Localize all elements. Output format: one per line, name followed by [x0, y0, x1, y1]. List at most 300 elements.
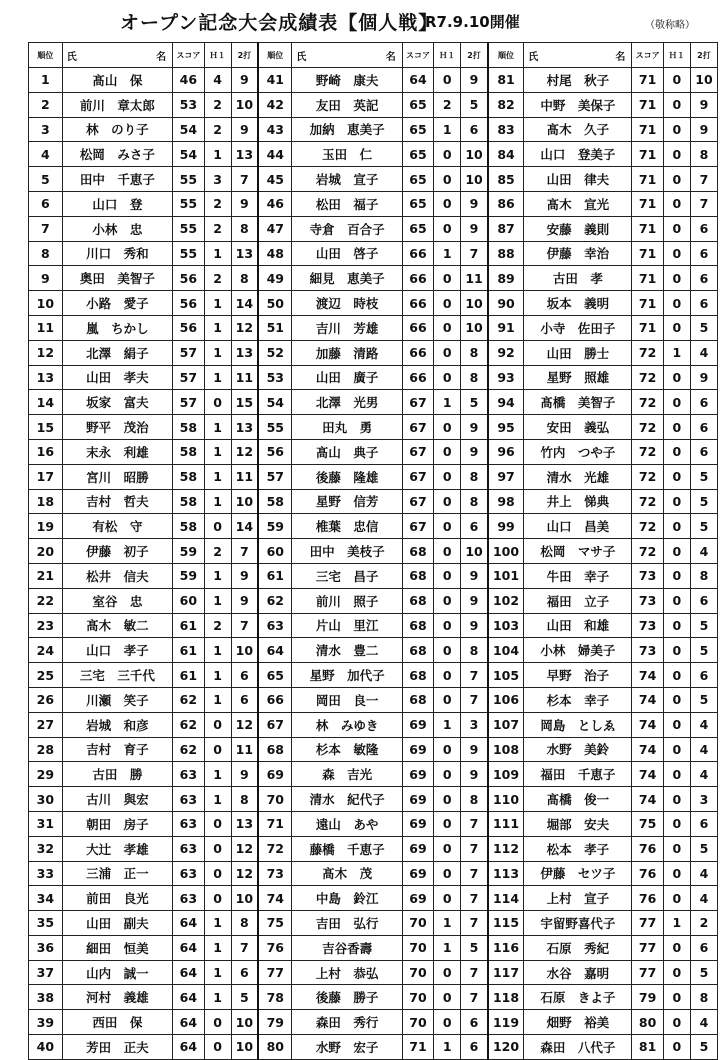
- score-cell: 68: [402, 539, 434, 564]
- rank-cell: 74: [258, 886, 292, 911]
- name-cell: 髙木 茂: [292, 861, 402, 886]
- putts-cell: 7: [231, 539, 258, 564]
- name-cell: 村尾 秋子: [524, 68, 632, 93]
- score-cell: 80: [632, 1010, 664, 1035]
- putts-cell: 10: [461, 142, 488, 167]
- score-cell: 64: [173, 911, 205, 936]
- putts-cell: 7: [231, 167, 258, 192]
- score-cell: 73: [632, 613, 664, 638]
- putts-cell: 10: [231, 638, 258, 663]
- score-cell: 68: [402, 638, 434, 663]
- event-date: R7.9.10開催: [425, 13, 520, 31]
- putts-cell: 10: [231, 489, 258, 514]
- h1-cell: 0: [434, 340, 461, 365]
- table-row: [29, 266, 718, 291]
- h1-cell: 0: [663, 687, 690, 712]
- putts-cell: 9: [231, 762, 258, 787]
- h1-cell: 0: [663, 588, 690, 613]
- score-cell: 77: [632, 911, 664, 936]
- putts-cell: 5: [690, 836, 717, 861]
- rank-cell: 86: [488, 191, 524, 216]
- h1-cell: 0: [204, 811, 231, 836]
- putts-cell: 8: [461, 464, 488, 489]
- putts-cell: 7: [461, 836, 488, 861]
- score-cell: 64: [173, 1010, 205, 1035]
- table-row: [29, 514, 718, 539]
- putts-header: 2打: [461, 43, 488, 68]
- score-cell: 71: [402, 1035, 434, 1060]
- score-cell: 58: [173, 514, 205, 539]
- name-cell: 北澤 光男: [292, 390, 402, 415]
- putts-cell: 6: [690, 439, 717, 464]
- h1-cell: 0: [434, 191, 461, 216]
- rank-cell: 10: [29, 291, 63, 316]
- putts-cell: 12: [231, 836, 258, 861]
- score-cell: 55: [173, 241, 205, 266]
- name-cell: 山口 登: [62, 191, 172, 216]
- table-row: [29, 861, 718, 886]
- h1-cell: 0: [663, 365, 690, 390]
- score-cell: 67: [402, 514, 434, 539]
- table-row: [29, 415, 718, 440]
- putts-cell: 9: [461, 613, 488, 638]
- h1-cell: 0: [434, 291, 461, 316]
- rank-cell: 46: [258, 191, 292, 216]
- rank-cell: 26: [29, 687, 63, 712]
- rank-cell: 29: [29, 762, 63, 787]
- putts-cell: 7: [461, 811, 488, 836]
- h1-cell: 0: [663, 415, 690, 440]
- name-cell: 上村 恭弘: [292, 960, 402, 985]
- rank-cell: 110: [488, 787, 524, 812]
- h1-cell: 0: [434, 762, 461, 787]
- score-cell: 72: [632, 514, 664, 539]
- name-cell: 山田 啓子: [292, 241, 402, 266]
- rank-cell: 17: [29, 464, 63, 489]
- putts-cell: 5: [461, 92, 488, 117]
- h1-cell: 0: [663, 514, 690, 539]
- putts-cell: 8: [461, 787, 488, 812]
- table-row: [29, 464, 718, 489]
- name-cell: 玉田 仁: [292, 142, 402, 167]
- putts-cell: 6: [690, 266, 717, 291]
- score-cell: 59: [173, 563, 205, 588]
- score-cell: 58: [173, 489, 205, 514]
- name-header-right: 名: [615, 51, 626, 63]
- h1-cell: 1: [204, 291, 231, 316]
- h1-cell: 2: [204, 117, 231, 142]
- rank-cell: 37: [29, 960, 63, 985]
- putts-cell: 15: [231, 390, 258, 415]
- rank-cell: 21: [29, 563, 63, 588]
- h1-cell: 1: [434, 241, 461, 266]
- putts-cell: 9: [461, 737, 488, 762]
- score-cell: 65: [402, 117, 434, 142]
- name-cell: 星野 信芳: [292, 489, 402, 514]
- h1-cell: 0: [663, 613, 690, 638]
- rank-cell: 91: [488, 315, 524, 340]
- name-cell: 宇留野喜代子: [524, 911, 632, 936]
- score-cell: 63: [173, 886, 205, 911]
- score-cell: 60: [173, 588, 205, 613]
- h1-cell: 1: [434, 390, 461, 415]
- putts-cell: 6: [231, 960, 258, 985]
- rank-cell: 48: [258, 241, 292, 266]
- name-cell: 野崎 康夫: [292, 68, 402, 93]
- rank-cell: 83: [488, 117, 524, 142]
- rank-cell: 81: [488, 68, 524, 93]
- rank-cell: 6: [29, 191, 63, 216]
- table-row: [29, 439, 718, 464]
- h1-cell: 2: [204, 539, 231, 564]
- h1-cell: 0: [434, 514, 461, 539]
- putts-cell: 5: [461, 390, 488, 415]
- rank-cell: 73: [258, 861, 292, 886]
- h1-cell: 1: [204, 439, 231, 464]
- name-cell: 北澤 絹子: [62, 340, 172, 365]
- rank-header: 順位: [29, 43, 63, 68]
- h1-cell: 0: [204, 886, 231, 911]
- h1-cell: 0: [663, 167, 690, 192]
- putts-header: 2打: [231, 43, 258, 68]
- rank-cell: 24: [29, 638, 63, 663]
- name-cell: 髙橋 俊一: [524, 787, 632, 812]
- h1-cell: 0: [204, 514, 231, 539]
- score-cell: 70: [402, 911, 434, 936]
- page-title: オープン記念大会成績表【個人戦】: [120, 12, 439, 34]
- putts-cell: 7: [461, 861, 488, 886]
- score-cell: 71: [632, 68, 664, 93]
- score-cell: 66: [402, 315, 434, 340]
- name-cell: 安藤 義則: [524, 216, 632, 241]
- score-cell: 58: [173, 464, 205, 489]
- rank-cell: 38: [29, 985, 63, 1010]
- name-cell: 片山 里江: [292, 613, 402, 638]
- rank-cell: 19: [29, 514, 63, 539]
- score-cell: 65: [402, 92, 434, 117]
- putts-cell: 5: [690, 1035, 717, 1060]
- rank-header: 順位: [488, 43, 524, 68]
- name-cell: 安田 義弘: [524, 415, 632, 440]
- name-cell: 石原 きよ子: [524, 985, 632, 1010]
- name-cell: 畑野 裕美: [524, 1010, 632, 1035]
- name-cell: 杉本 敏隆: [292, 737, 402, 762]
- putts-cell: 13: [231, 811, 258, 836]
- score-cell: 71: [632, 216, 664, 241]
- h1-cell: 0: [663, 92, 690, 117]
- score-cell: 57: [173, 365, 205, 390]
- h1-cell: 1: [434, 1035, 461, 1060]
- name-cell: 山田 和雄: [524, 613, 632, 638]
- rank-cell: 120: [488, 1035, 524, 1060]
- rank-cell: 94: [488, 390, 524, 415]
- name-cell: 小林 忠: [62, 216, 172, 241]
- rank-cell: 97: [488, 464, 524, 489]
- rank-cell: 53: [258, 365, 292, 390]
- name-cell: 岡田 良一: [292, 687, 402, 712]
- rank-cell: 105: [488, 663, 524, 688]
- putts-cell: 9: [461, 588, 488, 613]
- rank-cell: 27: [29, 712, 63, 737]
- rank-cell: 69: [258, 762, 292, 787]
- rank-cell: 47: [258, 216, 292, 241]
- score-cell: 69: [402, 737, 434, 762]
- putts-cell: 6: [690, 415, 717, 440]
- score-cell: 77: [632, 935, 664, 960]
- score-cell: 66: [402, 266, 434, 291]
- score-cell: 65: [402, 191, 434, 216]
- h1-cell: 1: [204, 241, 231, 266]
- table-row: [29, 762, 718, 787]
- h1-cell: 2: [204, 191, 231, 216]
- h1-cell: 0: [204, 836, 231, 861]
- h1-cell: 1: [434, 935, 461, 960]
- score-cell: 71: [632, 315, 664, 340]
- name-cell: 岩城 宣子: [292, 167, 402, 192]
- name-cell: 有松 守: [62, 514, 172, 539]
- name-cell: 山田 廣子: [292, 365, 402, 390]
- rank-cell: 58: [258, 489, 292, 514]
- putts-cell: 12: [231, 439, 258, 464]
- rank-cell: 7: [29, 216, 63, 241]
- h1-cell: 0: [434, 216, 461, 241]
- score-cell: 71: [632, 291, 664, 316]
- h1-cell: 0: [204, 390, 231, 415]
- putts-cell: 9: [231, 563, 258, 588]
- rank-cell: 99: [488, 514, 524, 539]
- rank-cell: 60: [258, 539, 292, 564]
- putts-cell: 6: [461, 514, 488, 539]
- name-cell: 早野 治子: [524, 663, 632, 688]
- name-cell: 松岡 マサ子: [524, 539, 632, 564]
- putts-cell: 5: [690, 613, 717, 638]
- score-cell: 68: [402, 613, 434, 638]
- putts-cell: 9: [690, 92, 717, 117]
- rank-cell: 68: [258, 737, 292, 762]
- h1-cell: 0: [663, 638, 690, 663]
- h1-cell: 0: [663, 117, 690, 142]
- rank-cell: 44: [258, 142, 292, 167]
- putts-cell: 3: [690, 787, 717, 812]
- table-row: [29, 315, 718, 340]
- putts-cell: 10: [231, 1010, 258, 1035]
- table-row: [29, 142, 718, 167]
- results-body: [29, 68, 718, 1060]
- putts-cell: 8: [461, 365, 488, 390]
- rank-cell: 82: [488, 92, 524, 117]
- score-cell: 71: [632, 142, 664, 167]
- rank-cell: 49: [258, 266, 292, 291]
- putts-cell: 8: [461, 340, 488, 365]
- putts-cell: 8: [690, 563, 717, 588]
- h1-cell: 1: [663, 340, 690, 365]
- putts-cell: 4: [690, 762, 717, 787]
- table-row: [29, 216, 718, 241]
- name-cell: 宮川 昭勝: [62, 464, 172, 489]
- name-cell: 三宅 昌子: [292, 563, 402, 588]
- h1-cell: 0: [434, 663, 461, 688]
- table-row: [29, 1035, 718, 1060]
- h1-cell: 0: [434, 985, 461, 1010]
- putts-cell: 9: [461, 415, 488, 440]
- rank-cell: 40: [29, 1035, 63, 1060]
- h1-cell: 0: [434, 489, 461, 514]
- name-cell: 田丸 勇: [292, 415, 402, 440]
- putts-cell: 7: [461, 886, 488, 911]
- name-cell: 吉谷香壽: [292, 935, 402, 960]
- table-row: [29, 663, 718, 688]
- score-cell: 46: [173, 68, 205, 93]
- putts-cell: 6: [690, 390, 717, 415]
- name-cell: 田中 美枝子: [292, 539, 402, 564]
- h1-cell: 0: [434, 811, 461, 836]
- name-cell: 伊藤 幸治: [524, 241, 632, 266]
- h1-cell: 0: [663, 663, 690, 688]
- name-cell: 清水 豊二: [292, 638, 402, 663]
- h1-cell: 4: [204, 68, 231, 93]
- putts-cell: 9: [231, 191, 258, 216]
- putts-cell: 2: [690, 911, 717, 936]
- rank-cell: 45: [258, 167, 292, 192]
- honorifics-note: （敬称略）: [645, 20, 695, 31]
- rank-cell: 8: [29, 241, 63, 266]
- name-cell: 前川 照子: [292, 588, 402, 613]
- rank-cell: 62: [258, 588, 292, 613]
- name-cell: 髙木 久子: [524, 117, 632, 142]
- rank-cell: 5: [29, 167, 63, 192]
- score-cell: 72: [632, 489, 664, 514]
- score-cell: 70: [402, 935, 434, 960]
- score-cell: 58: [173, 415, 205, 440]
- score-cell: 56: [173, 315, 205, 340]
- rank-cell: 104: [488, 638, 524, 663]
- h1-cell: 0: [434, 464, 461, 489]
- putts-cell: 5: [690, 315, 717, 340]
- score-cell: 56: [173, 266, 205, 291]
- rank-cell: 92: [488, 340, 524, 365]
- putts-cell: 6: [690, 935, 717, 960]
- rank-cell: 71: [258, 811, 292, 836]
- name-cell: 星野 加代子: [292, 663, 402, 688]
- putts-cell: 10: [461, 315, 488, 340]
- name-cell: 大辻 孝雄: [62, 836, 172, 861]
- h1-cell: 1: [204, 787, 231, 812]
- name-cell: 水野 宏子: [292, 1035, 402, 1060]
- name-header-right: 名: [156, 51, 167, 63]
- name-cell: 林 のり子: [62, 117, 172, 142]
- score-cell: 73: [632, 588, 664, 613]
- h1-cell: 0: [663, 315, 690, 340]
- h1-cell: 0: [434, 687, 461, 712]
- h1-cell: 0: [663, 985, 690, 1010]
- putts-cell: 7: [231, 935, 258, 960]
- rank-cell: 51: [258, 315, 292, 340]
- name-cell: 森 吉光: [292, 762, 402, 787]
- name-cell: 山口 孝子: [62, 638, 172, 663]
- h1-cell: 1: [204, 315, 231, 340]
- table-row: [29, 241, 718, 266]
- table-row: [29, 886, 718, 911]
- h1-cell: 2: [204, 266, 231, 291]
- name-cell: 中島 鈴江: [292, 886, 402, 911]
- rank-cell: 57: [258, 464, 292, 489]
- h1-cell: 0: [434, 638, 461, 663]
- h1-cell: 1: [204, 489, 231, 514]
- table-row: [29, 836, 718, 861]
- table-row: [29, 935, 718, 960]
- score-cell: 65: [402, 216, 434, 241]
- putts-cell: 9: [461, 439, 488, 464]
- rank-cell: 42: [258, 92, 292, 117]
- rank-cell: 35: [29, 911, 63, 936]
- h1-cell: 0: [663, 464, 690, 489]
- name-cell: 田中 千恵子: [62, 167, 172, 192]
- name-cell: 吉村 育子: [62, 737, 172, 762]
- rank-cell: 119: [488, 1010, 524, 1035]
- h1-cell: 0: [663, 861, 690, 886]
- name-header-left: 氏: [528, 51, 539, 63]
- rank-cell: 116: [488, 935, 524, 960]
- h1-cell: 0: [434, 613, 461, 638]
- h1-cell: 0: [434, 439, 461, 464]
- score-cell: 69: [402, 811, 434, 836]
- h1-cell: 0: [434, 167, 461, 192]
- h1-cell: 1: [204, 911, 231, 936]
- rank-cell: 20: [29, 539, 63, 564]
- putts-cell: 10: [231, 92, 258, 117]
- name-cell: 細田 恒美: [62, 935, 172, 960]
- table-row: [29, 1010, 718, 1035]
- results-table: [28, 42, 718, 1060]
- putts-cell: 9: [461, 68, 488, 93]
- score-cell: 71: [632, 266, 664, 291]
- name-cell: 吉村 哲夫: [62, 489, 172, 514]
- rank-cell: 118: [488, 985, 524, 1010]
- putts-cell: 6: [231, 687, 258, 712]
- score-cell: 71: [632, 117, 664, 142]
- rank-cell: 2: [29, 92, 63, 117]
- name-cell: 山口 登美子: [524, 142, 632, 167]
- score-cell: 74: [632, 737, 664, 762]
- putts-cell: 5: [690, 638, 717, 663]
- rank-cell: 55: [258, 415, 292, 440]
- h1-cell: 1: [204, 142, 231, 167]
- score-cell: 67: [402, 415, 434, 440]
- name-cell: 松岡 みさ子: [62, 142, 172, 167]
- h1-cell: 0: [204, 861, 231, 886]
- name-cell: 林 みゆき: [292, 712, 402, 737]
- name-cell: 小路 愛子: [62, 291, 172, 316]
- putts-cell: 8: [461, 489, 488, 514]
- h1-cell: 2: [434, 92, 461, 117]
- h1-cell: 3: [204, 167, 231, 192]
- putts-header: 2打: [690, 43, 717, 68]
- name-cell: 西田 保: [62, 1010, 172, 1035]
- h1-cell: 0: [663, 68, 690, 93]
- score-cell: 76: [632, 886, 664, 911]
- h1-cell: 1: [434, 117, 461, 142]
- rank-cell: 90: [488, 291, 524, 316]
- h1-header: Ｈ１: [434, 43, 461, 68]
- score-cell: 70: [402, 1010, 434, 1035]
- name-cell: 加藤 清路: [292, 340, 402, 365]
- h1-cell: 0: [434, 539, 461, 564]
- name-cell: 細見 恵美子: [292, 266, 402, 291]
- rank-cell: 67: [258, 712, 292, 737]
- rank-cell: 34: [29, 886, 63, 911]
- h1-cell: 0: [434, 68, 461, 93]
- score-cell: 71: [632, 241, 664, 266]
